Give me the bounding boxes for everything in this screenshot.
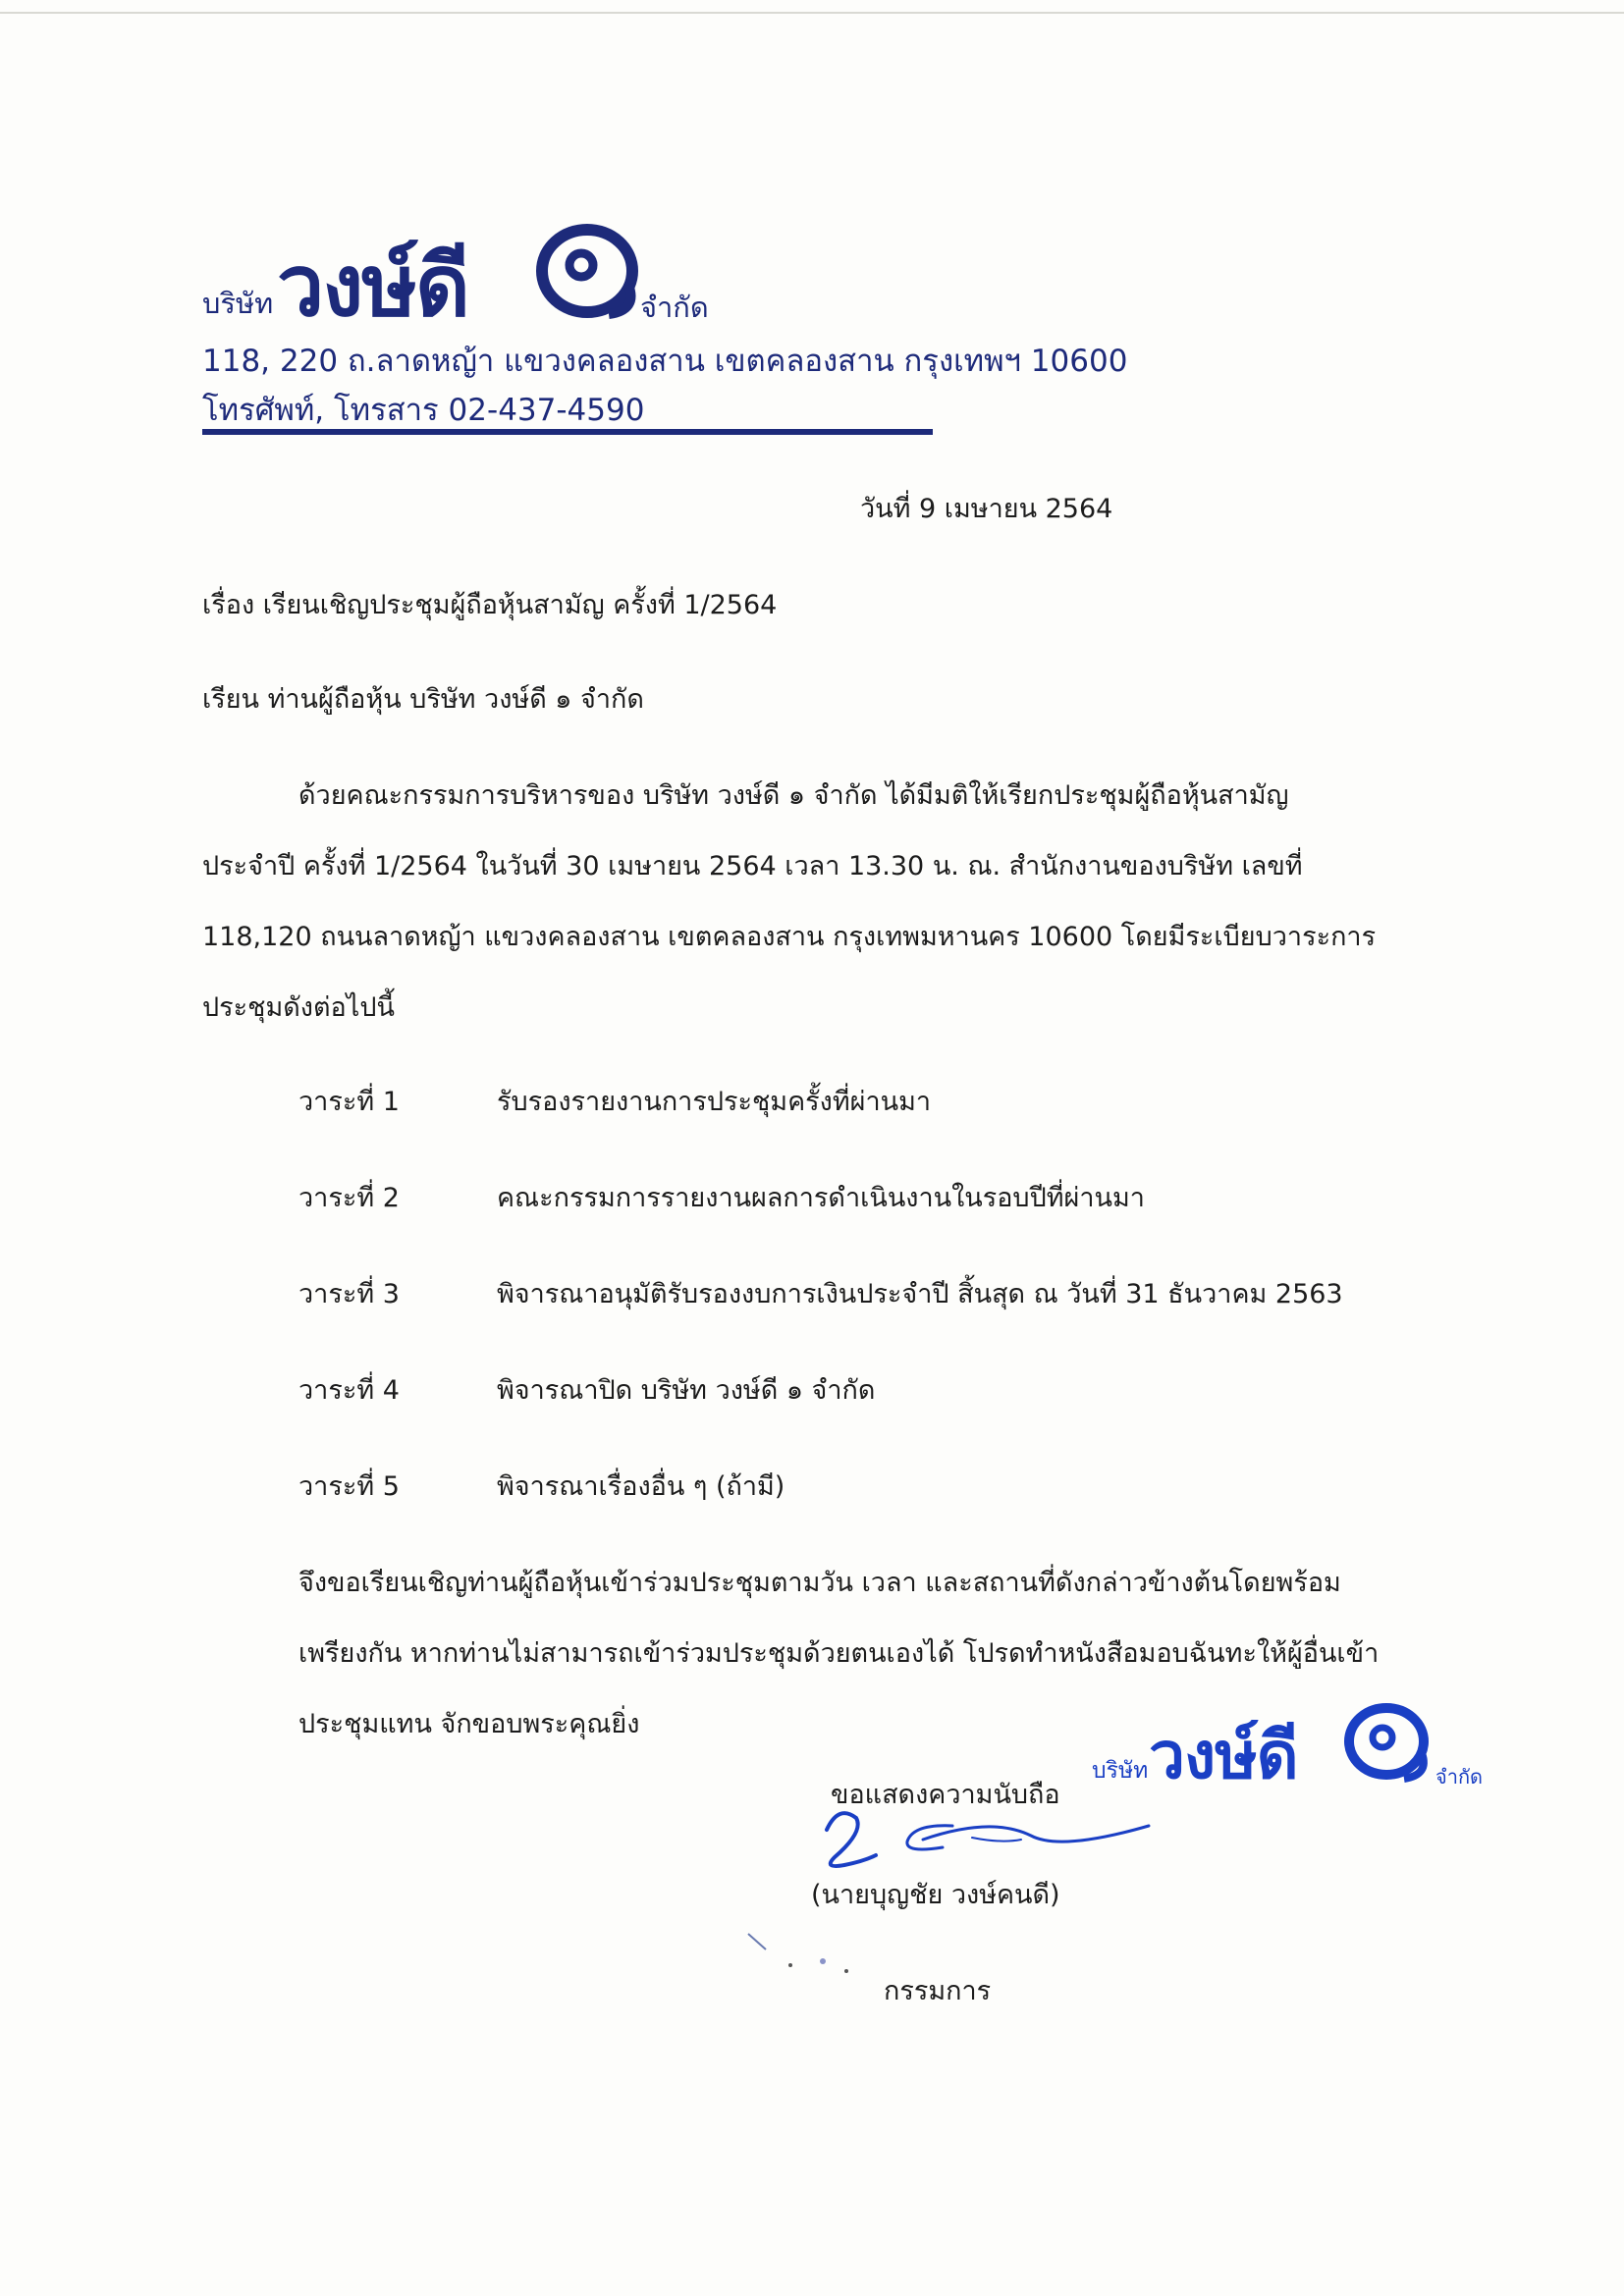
scan-edge-line — [0, 12, 1624, 14]
stamp-logo-numeral — [1339, 1696, 1437, 1785]
stamp-name: วงษ์ดี — [1149, 1718, 1298, 1793]
agenda-item-text: พิจารณาปิด บริษัท วงษ์ดี ๑ จำกัด — [497, 1375, 876, 1406]
letter-subject: เรื่อง เรียนเชิญประชุมผู้ถือหุ้นสามัญ ครั้งที่ 1/2564 — [202, 590, 778, 620]
signer-name: (นายบุญชัย วงษ์คนดี) — [811, 1880, 1060, 1910]
letter-date: วันที่ 9 เมษายน 2564 — [860, 494, 1113, 524]
letterhead-company-prefix: บริษัท — [202, 287, 274, 320]
agenda-item-label: วาระที่ 1 — [298, 1087, 400, 1117]
stamp-numeral-text: ๑ — [1386, 1746, 1392, 1755]
signer-position: กรรมการ — [884, 1976, 992, 2006]
stamp-prefix: บริษัท — [1092, 1758, 1149, 1784]
stamp-suffix: จำกัด — [1435, 1765, 1484, 1789]
agenda-item-label: วาระที่ 4 — [298, 1375, 400, 1406]
agenda-item-text: คณะกรรมการรายงานผลการดำเนินงานในรอบปีที่ผ่านมา — [497, 1183, 1145, 1213]
closing-line: ประชุมแทน จักขอบพระคุณยิ่ง — [298, 1709, 640, 1739]
agenda-item-text: รับรองรายงานการประชุมครั้งที่ผ่านมา — [497, 1087, 932, 1117]
letterhead-numeral-text: ๑ — [587, 277, 594, 288]
letterhead-rule — [202, 429, 933, 435]
letterhead-logo-numeral — [530, 216, 648, 322]
scan-specks — [736, 1924, 893, 1993]
agenda-item-label: วาระที่ 2 — [298, 1183, 400, 1213]
agenda-item-label: วาระที่ 5 — [298, 1471, 400, 1502]
letterhead-phone: โทรศัพท์, โทรสาร 02-437-4590 — [202, 393, 645, 428]
handwritten-signature — [805, 1796, 1159, 1875]
paragraph-line: 118,120 ถนนลาดหญ้า แขวงคลองสาน เขตคลองสาน กรุงเทพมหานคร 10600 โดยมีระเบียบวาระการ — [202, 922, 1377, 952]
regards-text: ขอแสดงความนับถือ — [831, 1780, 1060, 1810]
agenda-item-text: พิจารณาอนุมัติรับรองงบการเงินประจำปี สิ้นสุด ณ วันที่ 31 ธันวาคม 2563 — [497, 1279, 1343, 1309]
paragraph-line: ด้วยคณะกรรมการบริหารของ บริษัท วงษ์ดี ๑ จำกัด ได้มีมติให้เรียกประชุมผู้ถือหุ้นสามัญ — [298, 780, 1289, 811]
agenda-item-text: พิจารณาเรื่องอื่น ๆ (ถ้ามี) — [497, 1471, 785, 1502]
paragraph-line: ประชุมดังต่อไปนี้ — [202, 992, 395, 1023]
agenda-item-label: วาระที่ 3 — [298, 1279, 400, 1309]
letterhead-address: 118, 220 ถ.ลาดหญ้า แขวงคลองสาน เขตคลองสาน กรุงเทพฯ 10600 — [202, 344, 1128, 379]
closing-line: จึงขอเรียนเชิญท่านผู้ถือหุ้นเข้าร่วมประชุมตามวัน เวลา และสถานที่ดังกล่าวข้างต้นโดยพร้อม — [298, 1568, 1341, 1598]
paragraph-line: ประจำปี ครั้งที่ 1/2564 ในวันที่ 30 เมษายน 2564 เวลา 13.30 น. ณ. สำนักงานของบริษัท เลขที่ — [202, 851, 1303, 881]
closing-line: เพรียงกัน หากท่านไม่สามารถเข้าร่วมประชุมด้วยตนเองได้ โปรดทำหนังสือมอบฉันทะให้ผู้อื่นเข้า — [298, 1638, 1380, 1669]
letter-salutation: เรียน ท่านผู้ถือหุ้น บริษัท วงษ์ดี ๑ จำกัด — [202, 684, 644, 715]
letterhead-company-suffix: จำกัด — [640, 291, 709, 324]
letterhead-company-name: วงษ์ดี — [277, 238, 468, 336]
